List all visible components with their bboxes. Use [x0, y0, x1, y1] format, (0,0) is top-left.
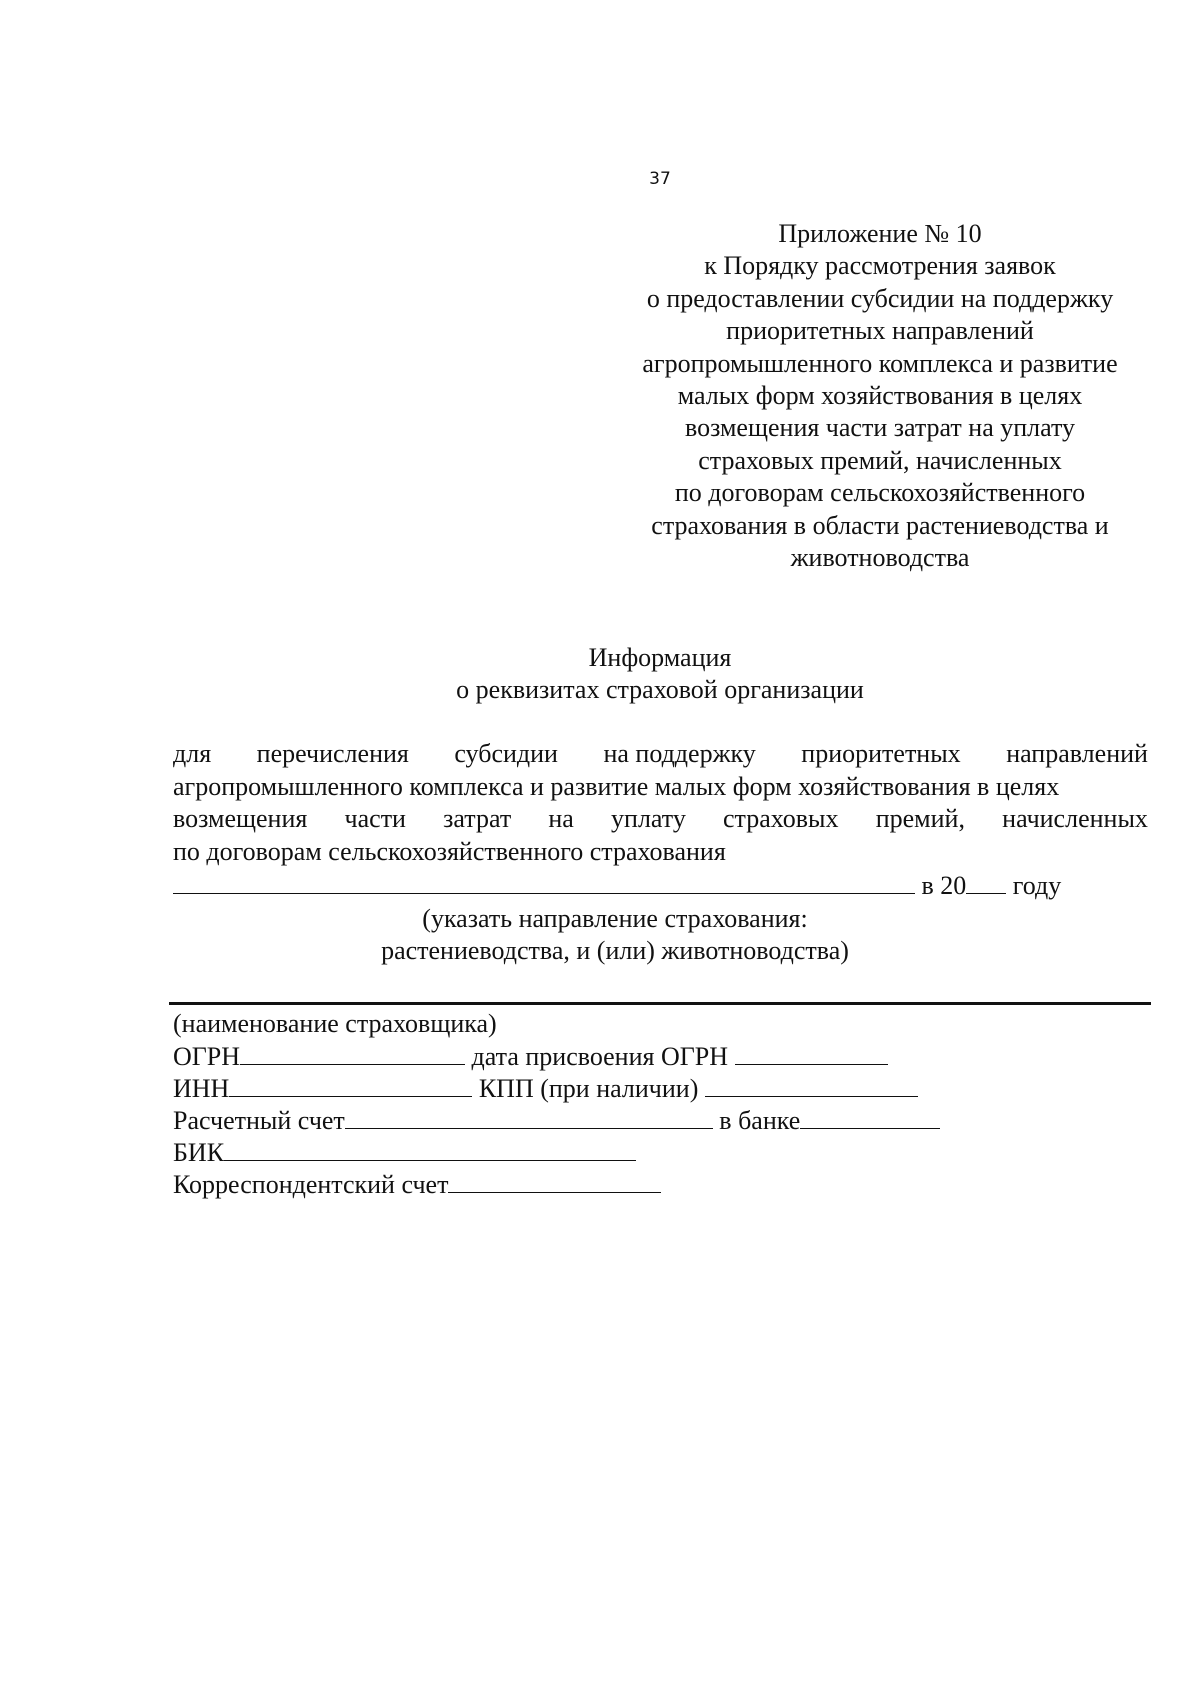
intro-line-1	[173, 738, 1148, 771]
account-row	[173, 1104, 1153, 1136]
document-heading	[0, 642, 1200, 706]
intro-paragraph	[173, 738, 1148, 868]
intro-word: возмещения	[173, 804, 308, 833]
insurer-name-field[interactable]	[169, 1002, 1151, 1005]
bik-label: БИК	[173, 1138, 225, 1167]
corr-account-label: Корреспондентский счет	[173, 1170, 449, 1199]
appendix-line: страховых премий, начисленных	[698, 445, 1062, 475]
year-prefix: в 20	[921, 871, 967, 900]
year-suffix: году	[1012, 871, 1062, 900]
appendix-line: приоритетных направлений	[726, 316, 1034, 346]
appendix-header	[610, 218, 1150, 574]
intro-word: на	[548, 804, 574, 833]
kpp-label: КПП (при наличии)	[478, 1074, 699, 1103]
appendix-line: малых форм хозяйствования в целях	[677, 381, 1083, 411]
insurance-direction-field[interactable]	[173, 867, 915, 894]
intro-line-4: по договорам сельскохозяйственного страхования	[173, 836, 726, 866]
appendix-line: страхования в области растениеводства и	[651, 510, 1109, 540]
intro-line-2: агропромышленного комплекса и развитие малых форм хозяйствования в целях	[173, 771, 1060, 801]
direction-note-line-2: растениеводства, и (или) животноводства)	[381, 936, 849, 965]
direction-note-line-1: (указать направление страхования:	[422, 904, 808, 933]
inn-field[interactable]	[229, 1072, 472, 1097]
intro-word: начисленных	[1002, 804, 1148, 833]
insurance-direction-line	[173, 867, 1153, 901]
appendix-line: о предоставлении субсидии на поддержку	[646, 283, 1114, 313]
intro-word: перечисления	[256, 739, 409, 768]
page-number: 37	[649, 169, 671, 189]
bik-field[interactable]	[224, 1136, 636, 1161]
intro-word: премий,	[875, 804, 965, 833]
document-title: Информация	[588, 643, 732, 672]
insurance-direction-note	[0, 903, 1200, 967]
intro-word: для	[173, 739, 212, 768]
intro-word: затрат	[443, 804, 512, 833]
bank-label: в банке	[719, 1106, 801, 1135]
intro-word: уплату	[611, 804, 686, 833]
insurer-details	[173, 1008, 1153, 1200]
bik-row	[173, 1136, 1153, 1168]
inn-label: ИНН	[173, 1074, 230, 1103]
insurer-name-row	[173, 1008, 1153, 1040]
intro-word: на поддержку	[603, 739, 756, 768]
ogrn-date-field[interactable]	[735, 1040, 888, 1065]
ogrn-label: ОГРН	[173, 1042, 241, 1071]
intro-word: страховых	[723, 804, 839, 833]
appendix-line: возмещения части затрат на уплату	[684, 413, 1076, 443]
corr-account-field[interactable]	[448, 1168, 661, 1193]
appendix-line: по договорам сельскохозяйственного	[674, 478, 1086, 508]
year-field[interactable]	[966, 867, 1006, 894]
intro-word: приоритетных	[801, 739, 961, 768]
intro-word: субсидии	[454, 739, 558, 768]
appendix-line: к Порядку рассмотрения заявок	[704, 251, 1056, 281]
bank-field[interactable]	[800, 1104, 940, 1129]
corr-account-row	[173, 1168, 1153, 1200]
appendix-line: агропромышленного комплекса и развитие	[642, 348, 1118, 378]
ogrn-row	[173, 1040, 1153, 1072]
kpp-field[interactable]	[705, 1072, 918, 1097]
document-subtitle: о реквизитах страховой организации	[456, 675, 864, 704]
inn-row	[173, 1072, 1153, 1104]
ogrn-field[interactable]	[240, 1040, 465, 1065]
account-field[interactable]	[345, 1104, 713, 1129]
ogrn-date-label: дата присвоения ОГРН	[471, 1042, 729, 1071]
account-label: Расчетный счет	[173, 1106, 345, 1135]
appendix-title: Приложение № 10	[778, 219, 982, 248]
intro-line-3	[173, 803, 1148, 836]
insurer-name-caption: (наименование страховщика)	[173, 1009, 497, 1038]
intro-word: направлений	[1006, 739, 1148, 768]
appendix-line: животноводства	[790, 543, 970, 573]
intro-word: части	[344, 804, 406, 833]
